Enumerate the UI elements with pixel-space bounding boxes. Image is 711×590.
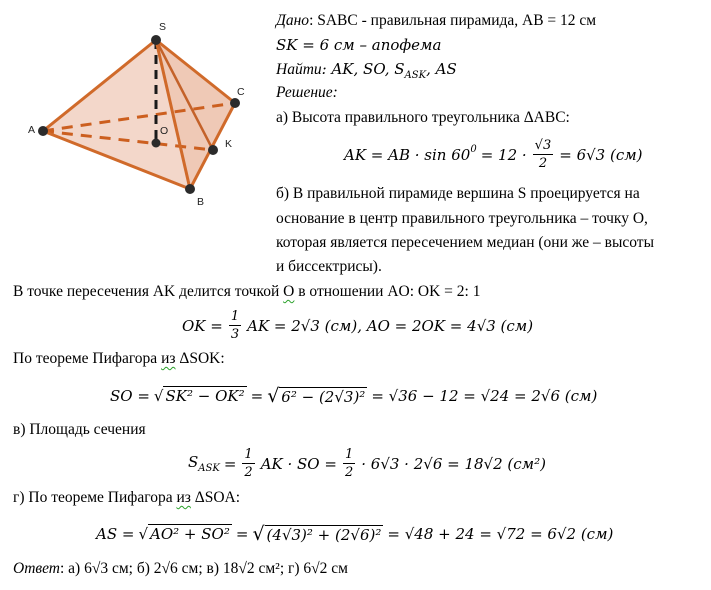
answer-line — [13, 560, 348, 578]
division-formula: OK = $\frac{1}{3}$ AK = 2√3 (см), AO = 2OK = 4√3 (см) — [182, 309, 534, 342]
part-a-formula: AK = AB · sin 60 0 = 12 · $\frac{√3}{2}$ = 6√3 (см) — [344, 138, 643, 171]
given-line-1 — [276, 12, 596, 30]
given-label: Дано — [276, 12, 310, 29]
find-label: Найти — [276, 61, 322, 78]
part-g-formula: AS = √ AO² + SO² = √ (4√3)² + (2√6)² = √48 + 24 = √72 = 6√2 (см) — [96, 523, 614, 545]
part-b-line-2: основание в центр правильного треугольника – точку O, — [276, 210, 648, 227]
label-k: K — [225, 138, 233, 150]
label-s: S — [159, 21, 167, 33]
division-text: В точке пересечения AK делится точкой O в отношении AO: OK = 2: 1 — [13, 283, 481, 300]
label-o: O — [160, 125, 169, 137]
part-v-heading: в) Площадь сечения — [13, 421, 146, 438]
label-a: A — [28, 124, 36, 136]
vertex-a — [38, 126, 48, 136]
part-b-line-1: б) В правильной пирамиде вершина S проецируется на — [276, 185, 640, 202]
answer-label: Ответ — [13, 560, 60, 577]
pyramid-figure — [0, 0, 265, 225]
vertex-o — [152, 139, 161, 148]
part-b-line-3: которая является пересечением медиан (они же – высоты — [276, 234, 654, 251]
pyth1-text: По теореме Пифагора из ΔSOK: — [13, 350, 225, 367]
given-line-3: Найти: AK, SO, $S_{ASK}$, AS — [276, 60, 457, 82]
pyth1-formula: SO = √ SK² − OK² = √ 6² − (2√3)² = √36 − 12 = √24 = 2√6 (см) — [110, 385, 598, 407]
part-a-heading: а) Высота правильного треугольника ΔABC: — [276, 109, 570, 126]
solution-label: Решение: — [276, 84, 338, 101]
part-g-text: г) По теореме Пифагора из ΔSOA: — [13, 489, 241, 506]
given-line-2: SK = 6 см – апофема — [276, 36, 442, 54]
label-b: B — [197, 196, 205, 208]
part-v-formula: $S_{ASK}$ = $\frac{1}{2}$ AK · SO = $\frac{1}{2}$ · 6√3 · 2√6 = 18√2 (см²) — [188, 447, 546, 480]
vertex-k — [208, 145, 218, 155]
vertex-b — [185, 184, 195, 194]
part-b-line-4: и биссектрисы). — [276, 258, 382, 275]
given-text: : SABC - правильная пирамида, AB = 12 см — [309, 12, 597, 29]
vertex-s — [151, 35, 161, 45]
label-c: C — [237, 86, 245, 98]
vertex-c — [230, 98, 240, 108]
answer-text: : а) 6√3 см; б) 2√6 см; в) 18√2 см²; г) 6√2 см — [59, 560, 348, 577]
